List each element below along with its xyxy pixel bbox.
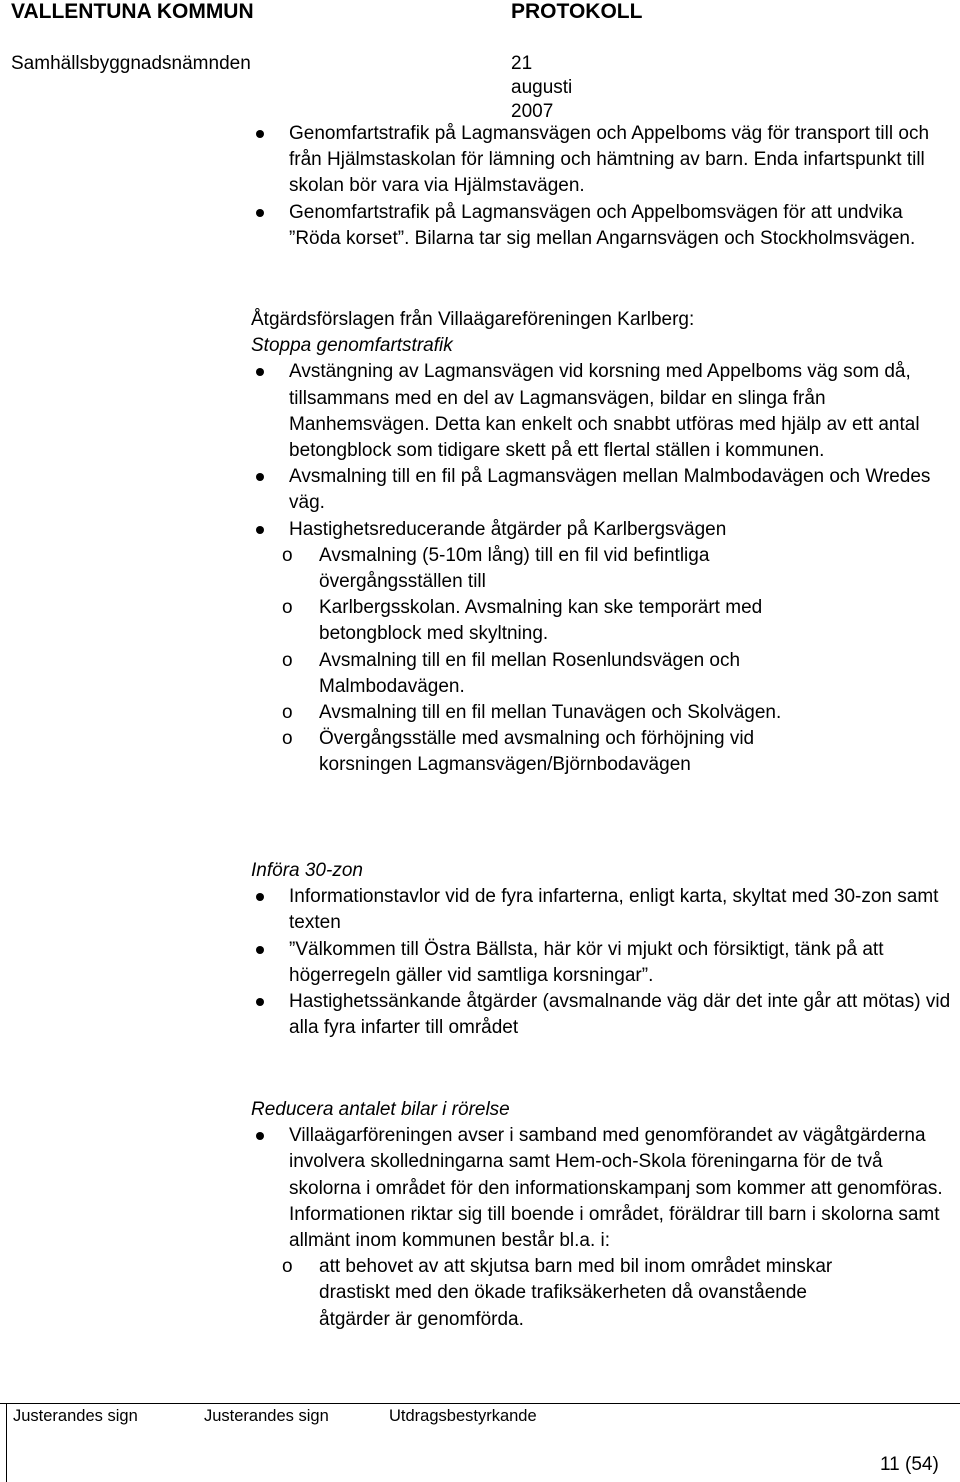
list-item: Avsmalning till en fil på Lagmansvägen mellan Malmbodavägen och Wredes väg. (251, 464, 951, 516)
meeting-date: 21 augusti 2007 (511, 53, 573, 122)
list-item: Informationstavlor vid de fyra infarterna, enligt karta, skyltat med 30-zon samt texten (251, 884, 951, 936)
intro-bullet-list (251, 121, 951, 252)
sub-list-item: o Avsmalning till en fil mellan Rosenlundsvägen och Malmbodavägen. (251, 648, 771, 700)
sub-bullet-list (251, 543, 782, 779)
list-item: Villaägarföreningen avser i samband med genomförandet av vägåtgärderna involvera skolledningarna samt Hem-och-Skola föreningarna för de två skolorna i området för den informationskampanj som kommer att genomföras. Informationen riktar sig till boende i området, föräldrar till barn i skolorna samt allmänt inom kommunen består bl.a. i: (251, 1123, 951, 1254)
list-item: Avstängning av Lagmansvägen vid korsning med Appelboms väg som då, tillsammans med en del av Lagmansvägen, bildar en slinga från Manhemsvägen. Detta kan enkelt och snabbt utföras med hjälp av ett antal betongblock som tidigare skett på ett flertal ställen i kommunen. (251, 359, 951, 464)
extract-certification-label: Utdragsbestyrkande (389, 1407, 537, 1425)
signature-footer (0, 1403, 960, 1482)
bullet-list (251, 1123, 951, 1254)
page-number: 11 (54) (880, 1454, 939, 1475)
section-subheading: Stoppa genomfartstrafik (251, 335, 453, 357)
bullet-list (251, 884, 951, 1041)
document-header-row (11, 0, 643, 24)
section-subheading: Införa 30-zon (251, 860, 363, 881)
sub-bullet-list (251, 1254, 871, 1333)
sub-list-item: o Avsmalning till en fil mellan Tunavägen och Skolvägen. (251, 700, 919, 726)
intro-section (251, 121, 951, 252)
signature-label-2: Justerandes sign (204, 1407, 329, 1425)
list-item: Genomfartstrafik på Lagmansvägen och Appelbomsvägen för att undvika ”Röda korset”. Bilarna tar sig mellan Angarnsvägen och Stockholmsvägen. (251, 200, 951, 252)
bullet-list (251, 359, 951, 542)
section-reducera-bilar (251, 1097, 951, 1333)
signature-label-1: Justerandes sign (13, 1407, 138, 1425)
document-subheader-row (11, 52, 573, 122)
footer-left-border (6, 1403, 7, 1482)
list-item (251, 517, 951, 543)
footer-divider (0, 1403, 960, 1404)
sub-list-item: o Karlbergsskolan. Avsmalning kan ske temporärt med betongblock med skyltning. (251, 595, 771, 647)
section-heading: Åtgärdsförslagen från Villaägareföreningen Karlberg: (251, 309, 695, 330)
sub-list-item: o Övergångsställe med avsmalning och förhöjning vid korsningen Lagmansvägen/Björnbodavägen (251, 726, 771, 778)
organization-name: VALLENTUNA KOMMUN (11, 0, 254, 23)
sub-list-item: o att behovet av att skjutsa barn med bil inom området minskar drastiskt med den ökade trafiksäkerheten då ovanstående åtgärder är genomförda. (251, 1254, 871, 1333)
board-name: Samhällsbyggnadsnämnden (11, 53, 251, 74)
list-item-text: Hastighetsreducerande åtgärder på Karlbergsvägen (289, 518, 727, 540)
list-item: Genomfartstrafik på Lagmansvägen och Appelboms väg för transport till och från Hjälmstaskolan för lämning och hämtning av barn. Enda infartspunkt till skolan bör vara via Hjälmstavägen. (251, 121, 951, 200)
document-type: PROTOKOLL (511, 0, 643, 23)
section-infora-30-zon (251, 858, 951, 1041)
sub-list-item: o Avsmalning (5-10m lång) till en fil vid befintliga övergångsställen till (251, 543, 771, 595)
list-item: ”Välkommen till Östra Bällsta, här kör vi mjukt och försiktigt, tänk på att högerregeln gäller vid samtliga korsningar”. (251, 937, 951, 989)
section-subheading: Reducera antalet bilar i rörelse (251, 1099, 510, 1120)
section-stoppa-genomfartstrafik (251, 307, 951, 779)
list-item: Hastighetssänkande åtgärder (avsmalnande väg där det inte går att mötas) vid alla fyra infarter till området (251, 989, 951, 1041)
